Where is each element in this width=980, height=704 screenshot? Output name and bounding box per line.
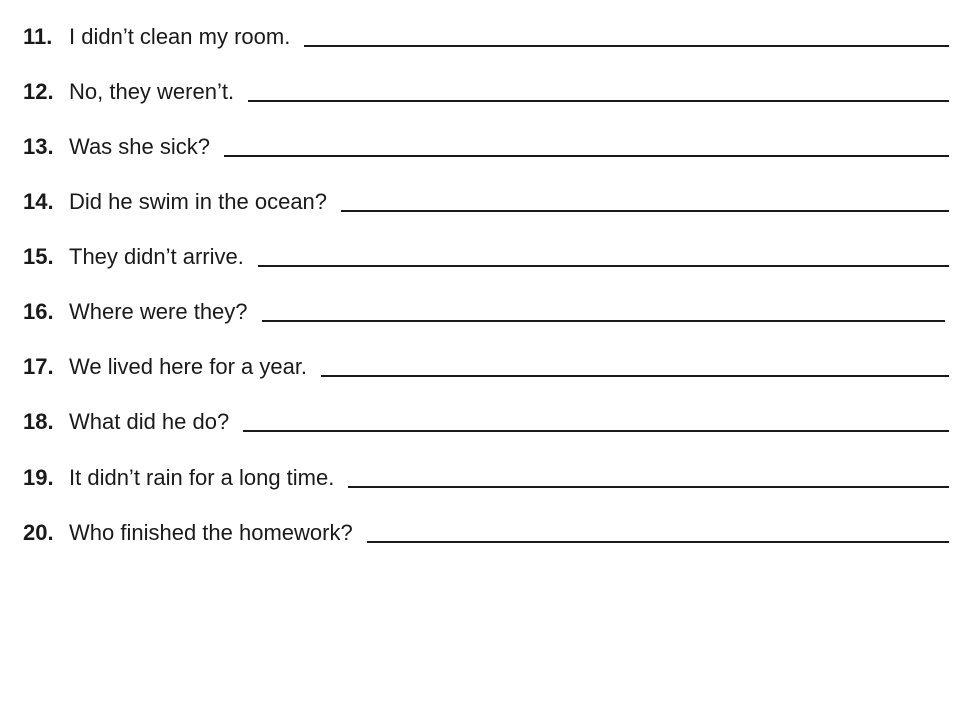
- item-number: 18.: [23, 409, 54, 434]
- exercise-item-20: [23, 516, 949, 546]
- exercise-item-17: [23, 350, 949, 380]
- item-sentence: No, they weren’t.: [69, 79, 235, 104]
- item-number: 19.: [23, 465, 54, 490]
- answer-line[interactable]: [258, 265, 949, 267]
- exercise-item-18: [23, 405, 949, 435]
- item-sentence: I didn’t clean my room.: [69, 24, 291, 49]
- item-sentence: Was she sick?: [69, 134, 211, 159]
- item-number: 11.: [23, 24, 53, 49]
- exercise-item-12: [23, 75, 949, 105]
- item-sentence: Where were they?: [69, 299, 248, 324]
- exercise-item-19: [23, 461, 949, 491]
- item-sentence: We lived here for a year.: [69, 354, 308, 379]
- exercise-item-13: [23, 130, 949, 160]
- item-sentence: Who finished the homework?: [69, 520, 353, 545]
- item-number: 15.: [23, 244, 54, 269]
- answer-line[interactable]: [348, 486, 949, 488]
- item-number: 13.: [23, 134, 54, 159]
- answer-line[interactable]: [304, 45, 949, 47]
- answer-line[interactable]: [248, 100, 949, 102]
- item-number: 17.: [23, 354, 54, 379]
- answer-line[interactable]: [262, 320, 945, 322]
- item-sentence: They didn’t arrive.: [69, 244, 244, 269]
- item-number: 16.: [23, 299, 54, 324]
- exercise-item-16: [23, 295, 945, 325]
- exercise-item-15: [23, 240, 949, 270]
- answer-line[interactable]: [341, 210, 949, 212]
- answer-line[interactable]: [321, 375, 949, 377]
- exercise-item-14: [23, 185, 949, 215]
- answer-line[interactable]: [367, 541, 949, 543]
- answer-line[interactable]: [243, 430, 949, 432]
- answer-line[interactable]: [224, 155, 949, 157]
- item-number: 14.: [23, 189, 54, 214]
- exercise-item-11: [23, 20, 949, 50]
- item-number: 20.: [23, 520, 54, 545]
- item-sentence: What did he do?: [69, 409, 230, 434]
- item-sentence: It didn’t rain for a long time.: [69, 465, 335, 490]
- item-number: 12.: [23, 79, 54, 104]
- item-sentence: Did he swim in the ocean?: [69, 189, 328, 214]
